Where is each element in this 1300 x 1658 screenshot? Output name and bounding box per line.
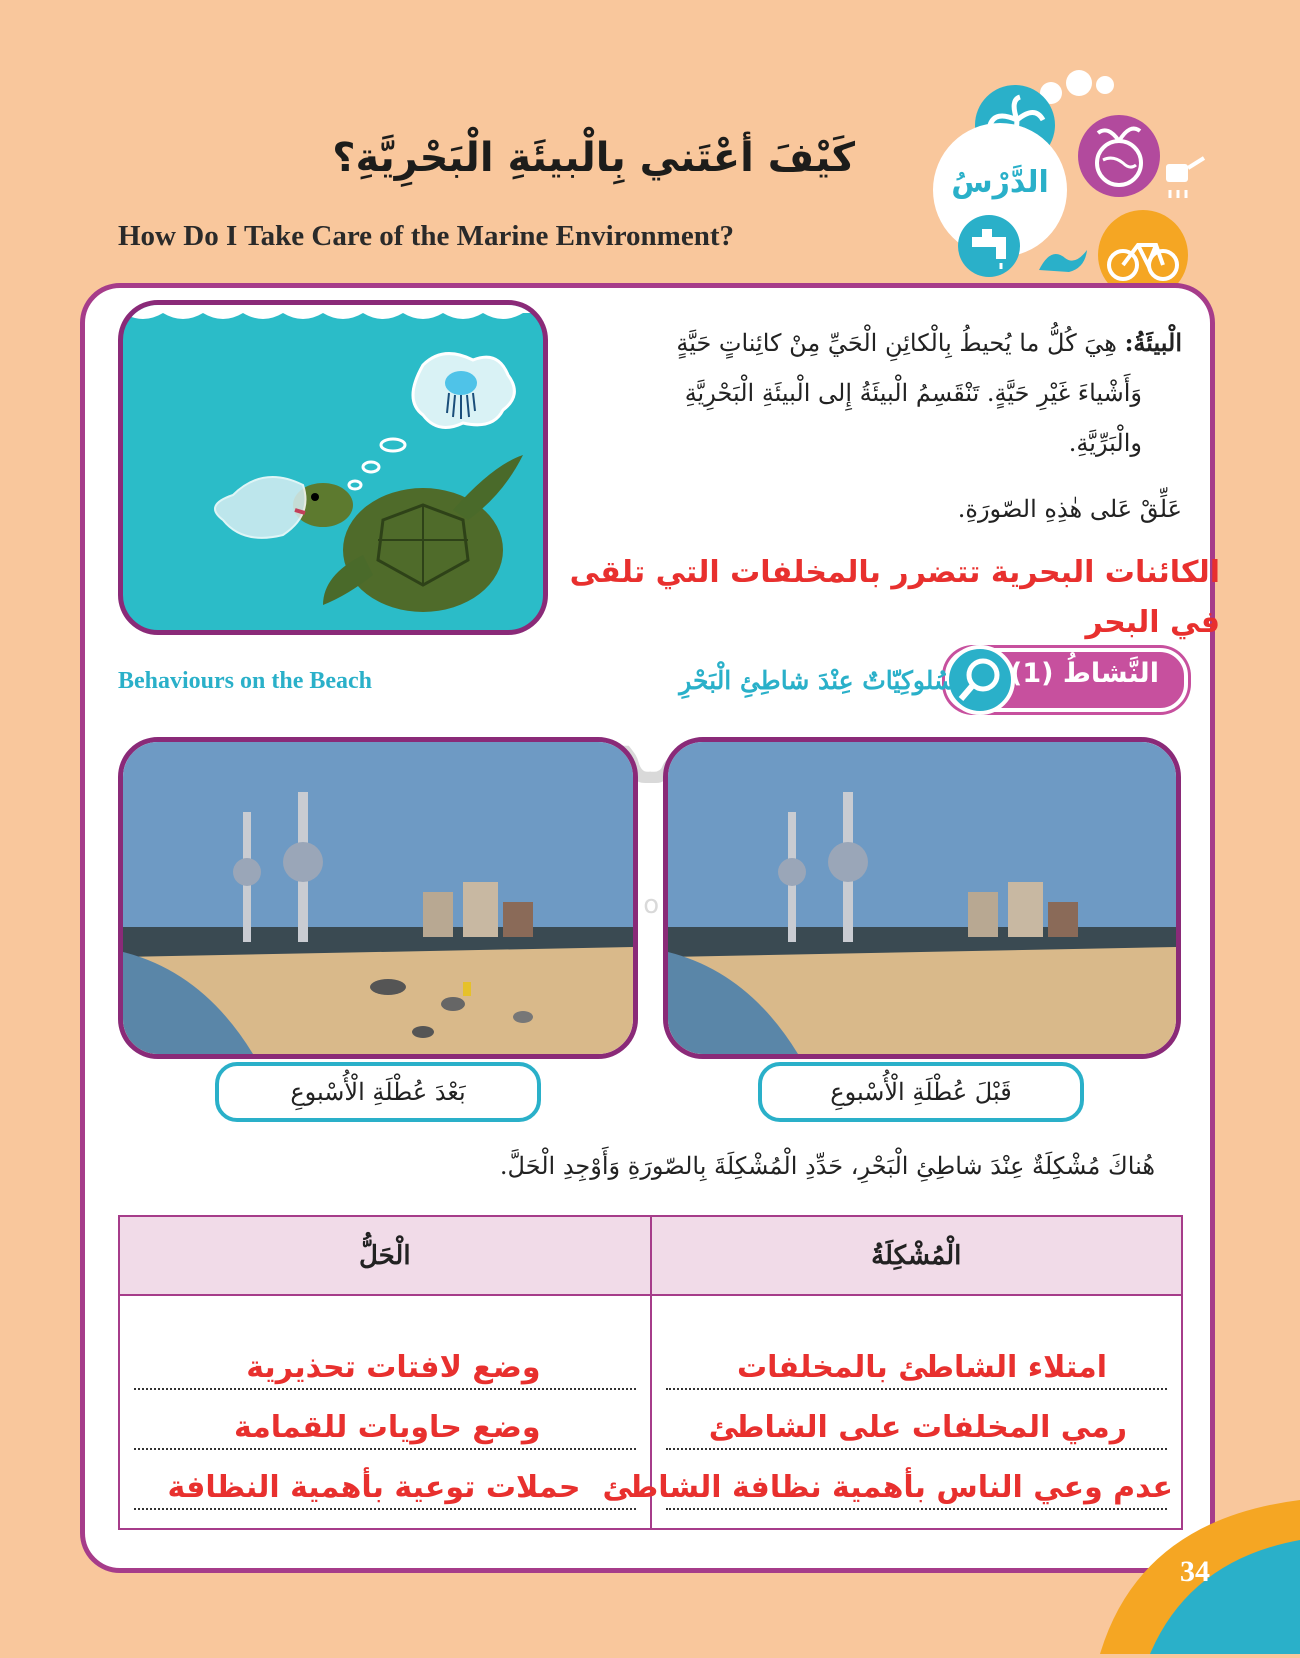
- problem-line[interactable]: [666, 1390, 1168, 1450]
- environment-definition: [622, 318, 1182, 468]
- header-solution: الْحَلُّ: [119, 1216, 651, 1295]
- turtle-illustration: [118, 300, 548, 635]
- header-problem: الْمُشْكِلَةُ: [651, 1216, 1183, 1295]
- definition-line-2: وَأَشْياءَ غَيْرِ حَيَّةٍ. تَنْقَسِمُ الْبيئَةُ إِلى الْبيئَةِ الْبَحْرِيَّةِ: [684, 379, 1142, 407]
- solution-line[interactable]: [134, 1330, 636, 1390]
- lesson-label: الدَّرْسُ: [951, 165, 1049, 200]
- page-title-en: How Do I Take Care of the Marine Environment?: [118, 220, 734, 252]
- solution-answer: وضع لافتات تحذيرية: [246, 1350, 541, 1385]
- caption-before: قَبْلَ عُطْلَةِ الْأُسْبوعِ: [758, 1062, 1084, 1122]
- activity-label: النَّشاطُ (1): [1010, 658, 1159, 689]
- caption-after: بَعْدَ عُطْلَةِ الْأُسْبوعِ: [215, 1062, 541, 1122]
- beach-after-picture: [118, 737, 638, 1059]
- solution-answer: وضع حاويات للقمامة: [234, 1410, 541, 1445]
- solution-answer: حملات توعية بأهمية النظافة: [167, 1470, 581, 1505]
- solutions-cell: [119, 1295, 651, 1529]
- watering-can-icon: [1160, 150, 1208, 200]
- comment-answer: الكائنات البحرية تتضرر بالمخلفات التي تلقى في البحر: [569, 555, 1220, 640]
- tap-icon: [958, 215, 1020, 277]
- problem-answer: رمي المخلفات على الشاطئ: [708, 1410, 1127, 1445]
- problem-answer: امتلاء الشاطئ بالمخلفات: [737, 1350, 1107, 1385]
- activity-title-en: Behaviours on the Beach: [118, 668, 373, 694]
- globe-plant-icon: [1078, 115, 1160, 197]
- wave-icon: [1035, 240, 1095, 276]
- page-title-ar: كَيْفَ أعْتَني بِالْبيئَةِ الْبَحْرِيَّةِ؟: [332, 135, 855, 181]
- activity-title-ar: سُلوكِيّاتٌ عِنْدَ شاطِئِ الْبَحْرِ: [679, 666, 955, 695]
- problem-answer: عدم وعي الناس بأهمية نظافة الشاطئ: [602, 1470, 1173, 1505]
- page-number: 34: [1180, 1555, 1210, 1588]
- solution-line[interactable]: [134, 1450, 636, 1510]
- definition-line-1: هِيَ كُلُّ ما يُحيطُ بِالْكائِنِ الْحَيِّ مِنْ كائِناتٍ حَيَّةٍ: [676, 329, 1117, 357]
- beach-before-picture: [663, 737, 1181, 1059]
- problem-line[interactable]: [666, 1330, 1168, 1390]
- problem-solution-table: [118, 1215, 1183, 1530]
- comment-prompt: عَلِّقْ عَلى هٰذِهِ الصّورَةِ.: [957, 495, 1182, 523]
- definition-term: الْبيئَةُ:: [1124, 328, 1182, 357]
- table-instruction: هُناكَ مُشْكِلَةٌ عِنْدَ شاطِئِ الْبَحْرِ، حَدِّدِ الْمُشْكِلَةَ بِالصّورَةِ وَأَوْجِدِ الْحَلَّ.: [499, 1152, 1155, 1180]
- solution-line[interactable]: [134, 1390, 636, 1450]
- definition-line-3: والْبَرِّيَّةِ.: [1068, 429, 1142, 457]
